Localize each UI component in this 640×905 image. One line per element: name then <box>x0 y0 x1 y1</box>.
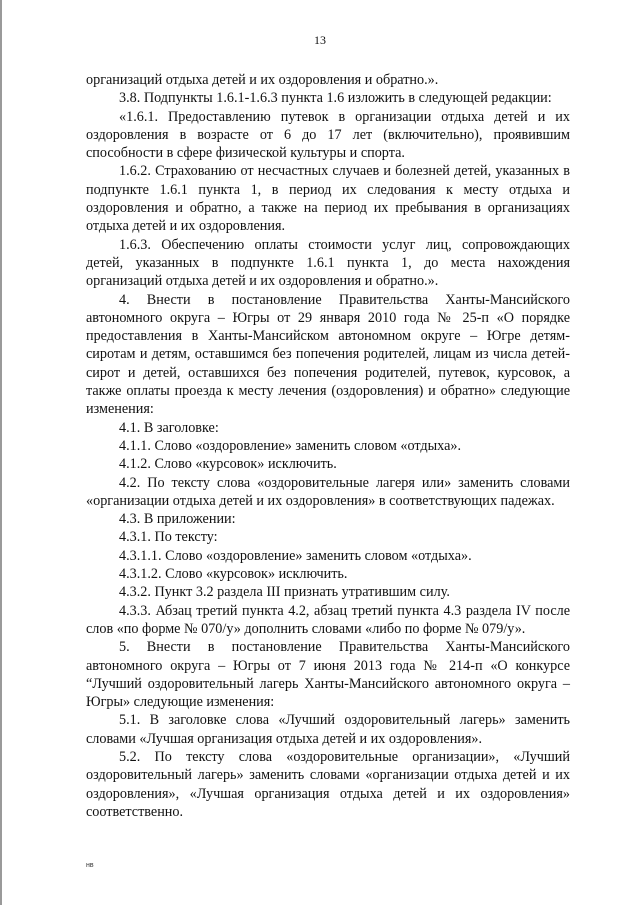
paragraph: «1.6.1. Предоставлению путевок в организации отдыха детей и их оздоровления в возрасте от 6 до 17 лет (включительно), проявившим способности в сфере физической культуры и спорта. <box>86 108 570 162</box>
paragraph: 4.1. В заголовке: <box>119 419 219 436</box>
scan-edge <box>0 0 2 905</box>
paragraph: 1.6.3. Обеспечению оплаты стоимости услуг лиц, сопровождающих детей, указанных в подпункте 1.6.1 пункта 1, до места нахождения организаций отдыха детей и их оздоровления и обратно.». <box>86 236 570 290</box>
paragraph: 4.1.1. Слово «оздоровление» заменить словом «отдыха». <box>119 437 462 454</box>
footer-mark: нв <box>86 862 94 869</box>
paragraph: 1.6.2. Страхованию от несчастных случаев и болезней детей, указанных в подпункте 1.6.1 пункта 1, в период их следования к месту отдыха и оздоровления и обратно, а также на период их пребывания в организациях отдыха детей и их оздоровления. <box>86 163 570 235</box>
paragraph: организаций отдыха детей и их оздоровления и обратно.». <box>86 72 439 88</box>
page-number: 13 <box>314 33 326 47</box>
document-body <box>86 71 570 821</box>
paragraph: 4.3. В приложении: <box>119 511 236 528</box>
paragraph: 4.1.2. Слово «курсовок» исключить. <box>119 456 337 473</box>
paragraph: 5.2. По тексту слова «оздоровительные организации», «Лучший оздоровительный лагерь» заменить словами «организации отдыха детей и их оздоровления», «Лучшая организация отдыха детей и их оздоровления» соответственно. <box>86 748 570 820</box>
paragraph: 4.3.3. Абзац третий пункта 4.2, абзац третий пункта 4.3 раздела IV после слов «по форме № 070/у» дополнить словами «либо по форме № 079/у». <box>86 602 570 637</box>
paragraph: 4.3.2. Пункт 3.2 раздела III признать утратившим силу. <box>119 584 450 601</box>
paragraph: 4.3.1.1. Слово «оздоровление» заменить словом «отдыха». <box>119 547 472 564</box>
paragraph: 4.3.1.2. Слово «курсовок» исключить. <box>119 566 348 583</box>
paragraph: 5.1. В заголовке слова «Лучший оздоровительный лагерь» заменить словами «Лучшая организация отдыха детей и их оздоровления». <box>86 712 570 747</box>
paragraph: 5. Внести в постановление Правительства Ханты-Мансийского автономного округа – Югры от 7 июня 2013 года № 214-п «О конкурсе “Лучший оздоровительный лагерь Ханты-Мансийского автономного округа – Югры» следующие изменения: <box>86 639 570 711</box>
paragraph: 4.2. По тексту слова «оздоровительные лагеря или» заменить словами «организации отдыха детей и их оздоровления» в соответствующих падежах. <box>86 474 570 509</box>
paragraph: 4.3.1. По тексту: <box>119 529 218 546</box>
paragraph: 4. Внести в постановление Правительства Ханты-Мансийского автономного округа – Югры от 29 января 2010 года № 25-п «О порядке предоставления в Ханты-Мансийском автономном округе – Югре детям-сиротам и детям, оставшимся без попечения родителей, лицам из числа детей-сирот и детей, оставшихся без попечения родителей, путевок, курсовок, а также оплаты проезда к месту лечения (оздоровления) и обратно» следующие изменения: <box>86 291 570 418</box>
paragraph: 3.8. Подпункты 1.6.1-1.6.3 пункта 1.6 изложить в следующей редакции: <box>119 90 552 107</box>
